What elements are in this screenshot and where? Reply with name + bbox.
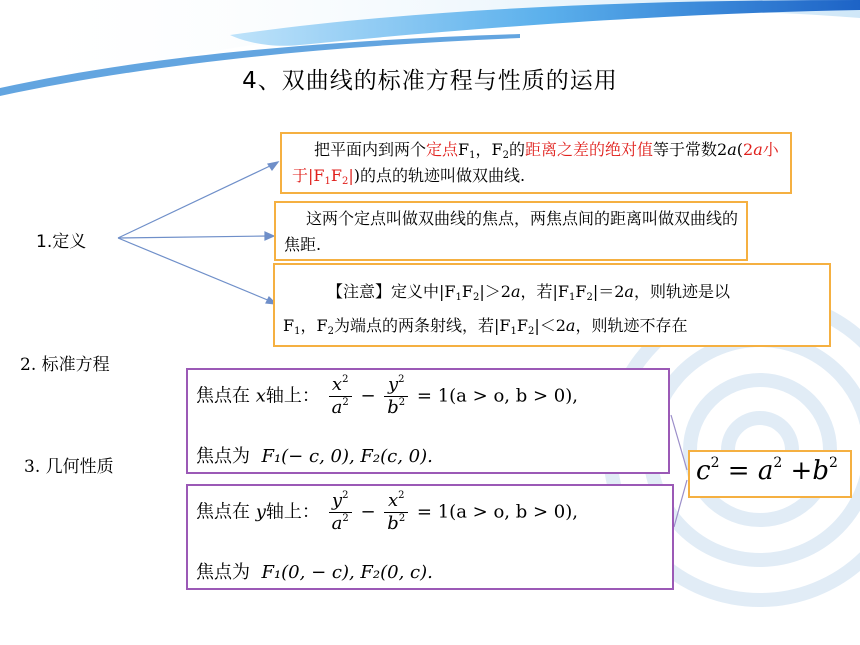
fraction-x2-a2: $\frac{x^2}{a^2}$ (329, 374, 352, 419)
definition-box-1: 把平面内到两个定点$F_1$，$F_2$的距离之差的绝对值等于常数2a(2a小于$|F_1F_2|$)的点的轨迹叫做双曲线. (280, 132, 792, 194)
definition-label: 1.定义 (36, 232, 87, 252)
equation-box-x-axis (186, 368, 670, 474)
foci-x-row: 焦点为 F₁(− c, 0), F₂(c, 0). (196, 446, 433, 467)
geometric-properties-label: 3. 几何性质 (24, 457, 114, 477)
definition-box-2: 这两个定点叫做双曲线的焦点，两焦点间的距离叫做双曲线的焦距. (274, 201, 748, 261)
equation-box-y-axis (186, 484, 674, 590)
standard-equation-label: 2. 标准方程 (20, 355, 110, 375)
definition-arrows (118, 162, 278, 304)
fraction-y2-a2: $\frac{y^2}{a^2}$ (329, 490, 352, 535)
page-title: 4、双曲线的标准方程与性质的运用 (242, 68, 618, 94)
equation-x-row: 焦点在 x轴上： $\frac{x^2}{a^2}$ − $\frac{y^2}{b^2}$ = 1(a > o, b > 0), (196, 374, 578, 418)
fraction-x2-b2: $\frac{x^2}{b^2}$ (384, 490, 408, 535)
fraction-y2-b2: $\frac{y^2}{b^2}$ (384, 374, 408, 419)
definition-note-box: 【注意】定义中$|F_1F_2|>2a$，若$|F_1F_2|=2a$，则轨迹是以 $F_1$，$F_2$为端点的两条射线，若$|F_1F_2|<2a$，则轨迹不存在 (273, 263, 831, 347)
foci-y-row: 焦点为 F₁(0, − c), F₂(0, c). (196, 562, 433, 583)
relation-box: $c^2 = a^2 +b^2$ (688, 450, 852, 498)
equation-y-row: 焦点在 y轴上： $\frac{y^2}{a^2}$ − $\frac{x^2}{b^2}$ = 1(a > o, b > 0), (196, 490, 578, 534)
